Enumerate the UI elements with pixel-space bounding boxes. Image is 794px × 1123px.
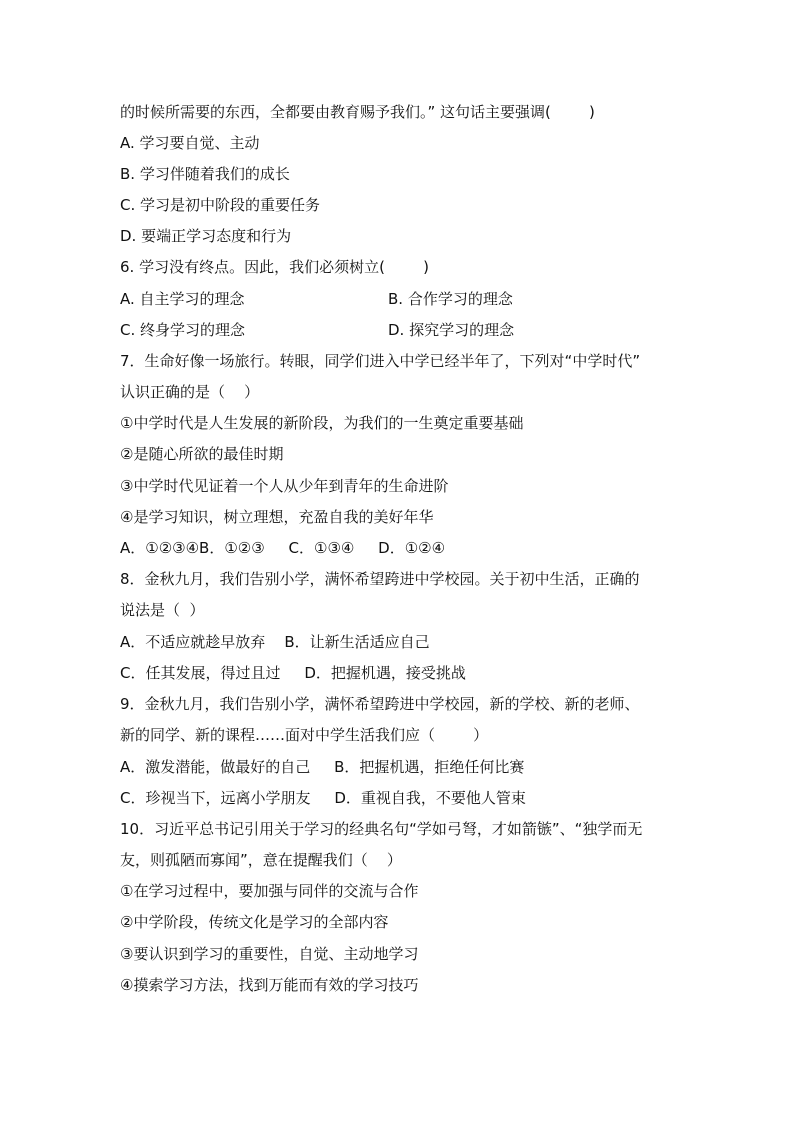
q6-option-b: B. 合作学习的理念: [388, 290, 513, 308]
q9-stem-line2: 新的同学、新的课程……面对中学生活我们应（ ）: [120, 726, 489, 744]
q9-options-cd: C．珍视当下，远离小学朋友 D．重视自我，不要他人管束: [120, 789, 526, 807]
q9-stem-line1: 9．金秋九月，我们告别小学，满怀希望跨进中学校园，新的学校、新的老师、: [120, 695, 640, 713]
q6-option-c: C. 终身学习的理念: [120, 321, 246, 339]
q5-option-d: D. 要端正学习态度和行为: [120, 227, 292, 245]
q7-statement-3: ③中学时代见证着一个人从少年到青年的生命进阶: [120, 477, 449, 495]
q8-stem-line2: 说法是（ ）: [120, 601, 205, 619]
q10-statement-3: ③要认识到学习的重要性，自觉、主动地学习: [120, 945, 419, 963]
q10-statement-4: ④摸索学习方法，找到万能而有效的学习技巧: [120, 976, 419, 994]
q8-options-ab: A．不适应就趁早放弃 B．让新生活适应自己: [120, 633, 430, 651]
q6-stem: 6. 学习没有终点。因此，我们必须树立( ): [120, 258, 429, 276]
q7-stem-line1: 7．生命好像一场旅行。转眼，同学们进入中学已经半年了，下列对“中学时代”: [120, 352, 641, 370]
q10-statement-2: ②中学阶段，传统文化是学习的全部内容: [120, 913, 389, 931]
q9-options-ab: A．激发潜能，做最好的自己 B．把握机遇，拒绝任何比赛: [120, 758, 525, 776]
q8-options-cd: C．任其发展，得过且过 D．把握机遇，接受挑战: [120, 664, 466, 682]
q10-stem-line2: 友，则孤陋而寡闻”，意在提醒我们（ ）: [120, 851, 402, 869]
q5-stem-tail: 的时候所需要的东西，全都要由教育赐予我们。” 这句话主要强调( ): [120, 103, 595, 121]
q7-stem-line2: 认识正确的是（ ）: [120, 383, 260, 401]
q6-option-d: D. 探究学习的理念: [388, 321, 515, 339]
q7-statement-2: ②是随心所欲的最佳时期: [120, 445, 284, 463]
q7-options: A．①②③④B．①②③ C．①③④ D．①②④: [120, 539, 446, 557]
q10-stem-line1: 10．习近平总书记引用关于学习的经典名句“学如弓弩，才如箭镞”、“独学而无: [120, 820, 643, 838]
q7-statement-4: ④是学习知识，树立理想，充盈自我的美好年华: [120, 508, 434, 526]
q5-option-a: A. 学习要自觉、主动: [120, 134, 260, 152]
q10-statement-1: ①在学习过程中，要加强与同伴的交流与合作: [120, 882, 419, 900]
q5-option-c: C. 学习是初中阶段的重要任务: [120, 196, 321, 214]
q8-stem-line1: 8．金秋九月，我们告别小学，满怀希望跨进中学校园。关于初中生活，正确的: [120, 570, 640, 588]
q6-option-a: A. 自主学习的理念: [120, 290, 245, 308]
q5-option-b: B. 学习伴随着我们的成长: [120, 165, 290, 183]
q7-statement-1: ①中学时代是人生发展的新阶段，为我们的一生奠定重要基础: [120, 414, 524, 432]
